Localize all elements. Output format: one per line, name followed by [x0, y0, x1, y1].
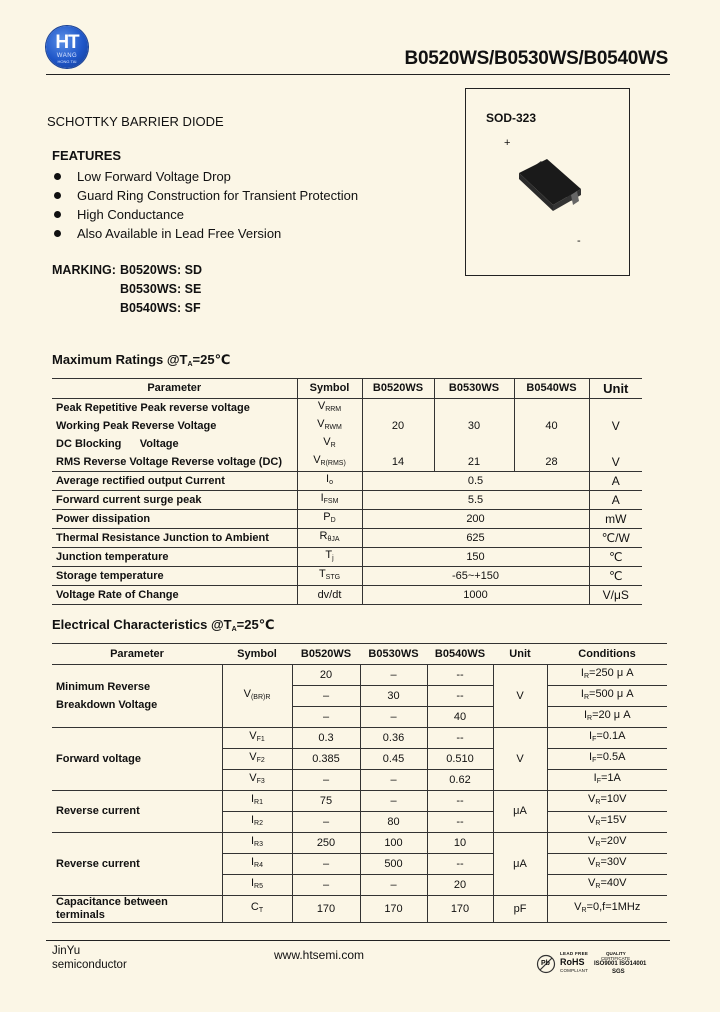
unit-cell: V — [589, 453, 642, 472]
symbol-cell: $V_{(BR)R}$ — [222, 665, 292, 728]
value-cell — [434, 399, 514, 418]
table-row — [52, 567, 642, 586]
symbol-cell: $I_{R4}$ — [222, 854, 292, 875]
value-cell: 625 — [362, 529, 589, 548]
param-cell: Capacitance between terminals — [52, 896, 222, 923]
symbol-cell: $V_{RRM}$ — [297, 399, 362, 418]
value-cell: 0.36 — [360, 728, 427, 749]
iso-label: ISO9001 ISO14001 — [594, 961, 647, 967]
feature-item: Low Forward Voltage Drop — [52, 169, 358, 188]
package-title: SOD-323 — [486, 111, 537, 125]
symbol-cell: $I_{FSM}$ — [297, 491, 362, 510]
param-cell: Forward voltage — [52, 728, 222, 791]
param-cell: Power dissipation — [52, 510, 297, 529]
logo-initials: HT — [55, 32, 79, 53]
unit-cell: A — [589, 491, 642, 510]
bullet-icon — [54, 173, 61, 180]
value-cell: 14 — [362, 453, 434, 472]
column-header: Unit — [589, 379, 642, 399]
param-cell: Storage temperature — [52, 567, 297, 586]
table-row — [52, 491, 642, 510]
column-header: Parameter — [52, 379, 297, 399]
bullet-icon — [54, 211, 61, 218]
unit-cell — [589, 435, 642, 453]
value-cell: 20 — [427, 875, 493, 896]
value-cell: 250 — [292, 833, 360, 854]
condition-cell: $I_F=0.5A$ — [547, 749, 667, 770]
electrical-characteristics-table — [52, 643, 667, 923]
feature-item: Also Available in Lead Free Version — [52, 226, 358, 245]
condition-cell: $I_R=250$ μ A — [547, 665, 667, 686]
feature-item: Guard Ring Construction for Transient Protection — [52, 188, 358, 207]
value-cell: -- — [427, 728, 493, 749]
column-header: B0540WS — [514, 379, 589, 399]
table-row — [52, 833, 667, 854]
condition-cell: $V_R=40V$ — [547, 875, 667, 896]
value-cell: 0.5 — [362, 472, 589, 491]
pb-symbol: Pb — [541, 960, 550, 967]
column-header: B0540WS — [427, 644, 493, 665]
value-cell: 150 — [362, 548, 589, 567]
table-row — [52, 417, 642, 435]
cathode-marker: - — [577, 235, 581, 247]
symbol-cell: $V_{F2}$ — [222, 749, 292, 770]
value-cell: 500 — [360, 854, 427, 875]
table-row — [52, 896, 667, 923]
param-cell: DC Blocking Voltage — [52, 435, 297, 453]
value-cell: – — [360, 665, 427, 686]
value-cell: 170 — [427, 896, 493, 923]
footer-url[interactable]: www.htsemi.com — [274, 948, 365, 962]
column-header: B0530WS — [434, 379, 514, 399]
value-cell: 10 — [427, 833, 493, 854]
symbol-cell: $I_{R1}$ — [222, 791, 292, 812]
value-cell: 0.3 — [292, 728, 360, 749]
symbol-cell: $I_{R2}$ — [222, 812, 292, 833]
column-header: Parameter — [52, 644, 222, 665]
value-cell: 170 — [360, 896, 427, 923]
table-row — [52, 399, 642, 418]
symbol-cell: dv/dt — [297, 586, 362, 605]
value-cell: 0.385 — [292, 749, 360, 770]
param-cell: Peak Repetitive Peak reverse voltage — [52, 399, 297, 418]
value-cell: 200 — [362, 510, 589, 529]
param-cell: Working Peak Reverse Voltage — [52, 417, 297, 435]
symbol-cell: $I_{R3}$ — [222, 833, 292, 854]
param-cell: Voltage Rate of Change — [52, 586, 297, 605]
value-cell: – — [292, 854, 360, 875]
unit-cell: μA — [493, 791, 547, 833]
certificate-label: CERTIFICATE — [601, 956, 631, 961]
value-cell: 0.510 — [427, 749, 493, 770]
symbol-cell: $P_D$ — [297, 510, 362, 529]
unit-cell: pF — [493, 896, 547, 923]
sod323-package-icon — [511, 151, 591, 221]
sgs-label: SGS — [612, 969, 625, 975]
condition-cell: $V_R=20V$ — [547, 833, 667, 854]
value-cell: – — [360, 707, 427, 728]
value-cell: 30 — [360, 686, 427, 707]
symbol-cell: $T_j$ — [297, 548, 362, 567]
unit-cell: ℃/W — [589, 529, 642, 548]
symbol-cell: $V_{F1}$ — [222, 728, 292, 749]
param-cell: Forward current surge peak — [52, 491, 297, 510]
column-header: B0530WS — [360, 644, 427, 665]
value-cell: 0.62 — [427, 770, 493, 791]
value-cell: 20 — [362, 417, 434, 435]
symbol-cell: $V_{F3}$ — [222, 770, 292, 791]
value-cell: – — [292, 707, 360, 728]
table-row — [52, 472, 642, 491]
marking-label: MARKING: — [52, 263, 116, 277]
table-row — [52, 586, 642, 605]
column-header: Symbol — [297, 379, 362, 399]
column-header: Conditions — [547, 644, 667, 665]
footer-divider — [46, 940, 670, 941]
condition-cell: $I_F=0.1A$ — [547, 728, 667, 749]
value-cell: -- — [427, 812, 493, 833]
column-header: B0520WS — [292, 644, 360, 665]
unit-cell: ℃ — [589, 567, 642, 586]
symbol-cell: $I_{R5}$ — [222, 875, 292, 896]
quality-label: QUALITY — [606, 951, 626, 956]
param-cell: Reverse current — [52, 791, 222, 833]
value-cell: 21 — [434, 453, 514, 472]
symbol-cell: $T_{STG}$ — [297, 567, 362, 586]
param-cell: Minimum Reverse Breakdown Voltage — [52, 665, 222, 728]
symbol-cell: $V_{RWM}$ — [297, 417, 362, 435]
symbol-cell: $I_o$ — [297, 472, 362, 491]
value-cell: -- — [427, 665, 493, 686]
condition-cell: $I_F=1A$ — [547, 770, 667, 791]
value-cell: 100 — [360, 833, 427, 854]
condition-cell: $I_R=500$ μ A — [547, 686, 667, 707]
table-row — [52, 548, 642, 567]
value-cell: -65~+150 — [362, 567, 589, 586]
anode-marker: + — [504, 137, 511, 149]
value-cell: – — [360, 791, 427, 812]
unit-cell: A — [589, 472, 642, 491]
value-cell: 30 — [434, 417, 514, 435]
symbol-cell: $R_{\theta JA}$ — [297, 529, 362, 548]
unit-cell: μA — [493, 833, 547, 896]
table-row — [52, 529, 642, 548]
unit-cell: mW — [589, 510, 642, 529]
max-ratings-title: Maximum Ratings $@T_A=25℃$ — [52, 352, 231, 368]
symbol-cell: $V_{R(RMS)}$ — [297, 453, 362, 472]
condition-cell: $I_R=20$ μ A — [547, 707, 667, 728]
package-box — [465, 88, 630, 276]
logo-subtext: WANG — [56, 53, 78, 59]
table-row — [52, 728, 667, 749]
bullet-icon — [54, 230, 61, 237]
value-cell: 75 — [292, 791, 360, 812]
lead-free-label: LEAD FREE — [560, 951, 589, 956]
value-cell: 5.5 — [362, 491, 589, 510]
value-cell: 40 — [514, 417, 589, 435]
param-cell: Average rectified output Current — [52, 472, 297, 491]
unit-cell: V — [493, 665, 547, 728]
symbol-cell: $V_R$ — [297, 435, 362, 453]
table-row — [52, 453, 642, 472]
value-cell: – — [360, 875, 427, 896]
column-header: Unit — [493, 644, 547, 665]
product-subtitle: SCHOTTKY BARRIER DIODE — [47, 114, 224, 129]
company-logo — [46, 26, 88, 68]
header-divider — [46, 74, 670, 75]
value-cell — [362, 399, 434, 418]
elec-char-title: Electrical Characteristics $@T_A=25℃$ — [52, 617, 275, 633]
certification-badges — [536, 950, 666, 976]
value-cell: 28 — [514, 453, 589, 472]
value-cell — [362, 435, 434, 453]
condition-cell: $V_R=30V$ — [547, 854, 667, 875]
features-title: FEATURES — [52, 148, 122, 163]
value-cell — [514, 435, 589, 453]
value-cell: 1000 — [362, 586, 589, 605]
condition-cell: $V_R=15V$ — [547, 812, 667, 833]
features-list — [52, 169, 358, 245]
marking-line: B0520WS: SD — [120, 263, 202, 277]
table-row — [52, 435, 642, 453]
value-cell: 40 — [427, 707, 493, 728]
value-cell — [514, 399, 589, 418]
value-cell: -- — [427, 686, 493, 707]
column-header: Symbol — [222, 644, 292, 665]
part-numbers-title: B0520WS/B0530WS/B0540WS — [404, 48, 668, 69]
param-cell: Junction temperature — [52, 548, 297, 567]
marking-line: B0530WS: SE — [120, 282, 202, 296]
unit-cell: V — [493, 728, 547, 791]
bullet-icon — [54, 192, 61, 199]
value-cell: – — [292, 770, 360, 791]
logo-subtext-2: HONG TAI — [57, 59, 77, 64]
unit-cell — [589, 399, 642, 418]
unit-cell: ℃ — [589, 548, 642, 567]
condition-cell: $V_R=0,f=1MHz$ — [547, 896, 667, 923]
feature-item: High Conductance — [52, 207, 358, 226]
value-cell: – — [360, 770, 427, 791]
table-row — [52, 791, 667, 812]
value-cell: – — [292, 875, 360, 896]
param-cell: Reverse current — [52, 833, 222, 896]
value-cell: 0.45 — [360, 749, 427, 770]
column-header: B0520WS — [362, 379, 434, 399]
value-cell: – — [292, 686, 360, 707]
marking-line: B0540WS: SF — [120, 301, 201, 315]
param-cell: RMS Reverse Voltage Reverse voltage (DC) — [52, 453, 297, 472]
condition-cell: $V_R=10V$ — [547, 791, 667, 812]
param-cell: Thermal Resistance Junction to Ambient — [52, 529, 297, 548]
table-row — [52, 510, 642, 529]
unit-cell: V — [611, 418, 620, 433]
compliant-label: COMPLIANT — [560, 968, 589, 973]
table-header-row — [52, 644, 667, 665]
max-ratings-table — [52, 378, 642, 605]
footer-company: JinYu semiconductor — [52, 945, 127, 971]
value-cell: 80 — [360, 812, 427, 833]
table-row — [52, 665, 667, 686]
rohs-label: RoHS — [560, 957, 585, 967]
value-cell: -- — [427, 791, 493, 812]
symbol-cell: $C_T$ — [222, 896, 292, 923]
value-cell: 170 — [292, 896, 360, 923]
value-cell: – — [292, 812, 360, 833]
table-header-row — [52, 379, 642, 399]
value-cell — [434, 435, 514, 453]
value-cell: -- — [427, 854, 493, 875]
value-cell: 20 — [292, 665, 360, 686]
unit-cell: V/μS — [589, 586, 642, 605]
